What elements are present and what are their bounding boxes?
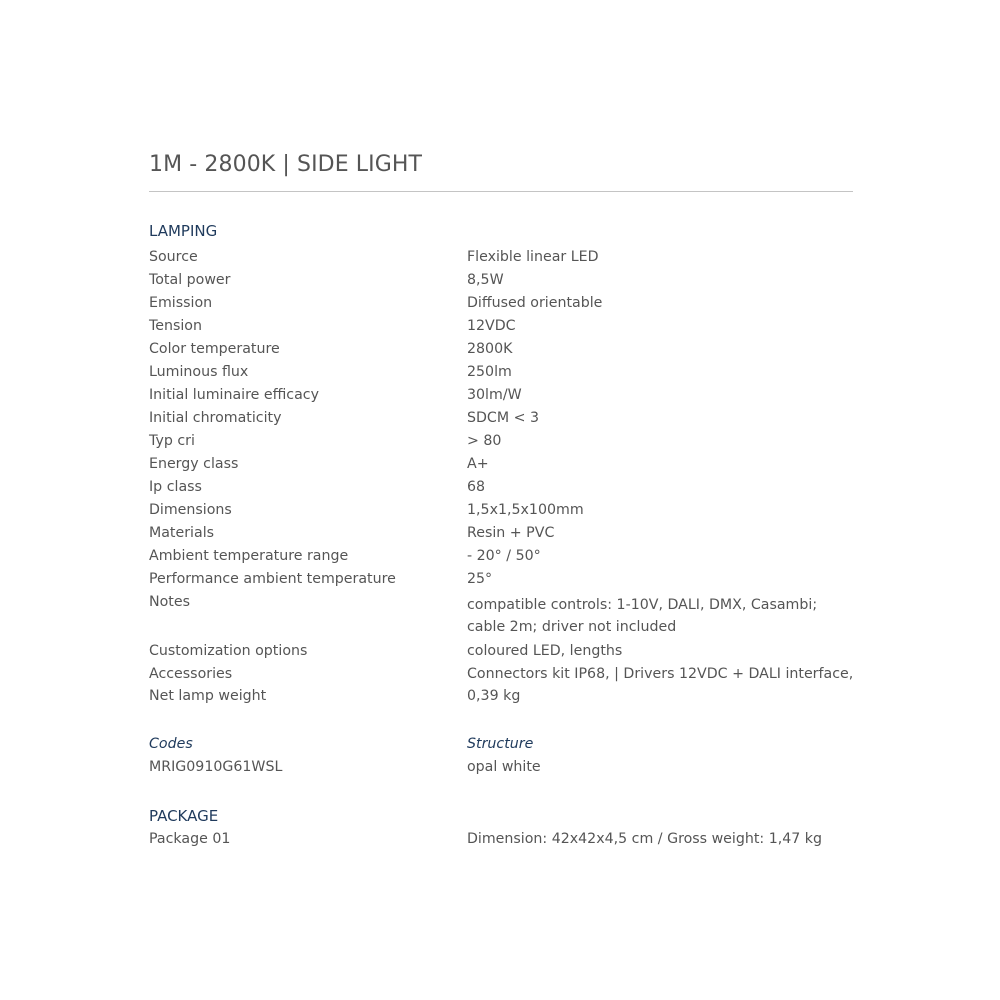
spec-value: 68	[467, 479, 486, 495]
spec-row-ambient-temperature	[149, 545, 854, 568]
spec-value: 12VDC	[467, 318, 516, 334]
spec-row-net-weight	[149, 685, 854, 708]
codes-value: MRIG0910G61WSL	[149, 759, 283, 775]
spec-row-total-power	[149, 269, 854, 292]
spec-label: Luminous flux	[149, 364, 249, 380]
spec-label: Dimensions	[149, 502, 232, 518]
spec-label: Notes	[149, 594, 190, 610]
spec-value: 250lm	[467, 364, 512, 380]
spec-value: 1,5x1,5x100mm	[467, 502, 584, 518]
spec-row-energy-class	[149, 453, 854, 476]
spec-label: Materials	[149, 525, 215, 541]
spec-label: Initial luminaire efficacy	[149, 387, 319, 403]
spec-value: A+	[467, 456, 489, 472]
package-value: Dimension: 42x42x4,5 cm / Gross weight: 1,47 kg	[467, 831, 823, 847]
spec-value: 25°	[467, 571, 493, 587]
spec-label: Accessories	[149, 666, 233, 682]
structure-heading: Structure	[467, 736, 534, 752]
lamping-spec-list	[149, 246, 854, 708]
spec-value: 2800K	[467, 341, 513, 357]
package-heading: PACKAGE	[149, 807, 219, 825]
spec-label: Customization options	[149, 643, 308, 659]
spec-label: Emission	[149, 295, 213, 311]
title-divider	[149, 191, 853, 192]
spec-value: 0,39 kg	[467, 688, 521, 704]
lamping-heading: LAMPING	[149, 222, 218, 240]
spec-value: - 20° / 50°	[467, 548, 541, 564]
spec-row-luminous-flux	[149, 361, 854, 384]
spec-value: 8,5W	[467, 272, 504, 288]
spec-row-chromaticity	[149, 407, 854, 430]
spec-row-source	[149, 246, 854, 269]
spec-row-materials	[149, 522, 854, 545]
spec-row-dimensions	[149, 499, 854, 522]
package-label: Package 01	[149, 831, 231, 847]
spec-label: Typ cri	[149, 433, 195, 449]
spec-label: Energy class	[149, 456, 239, 472]
spec-label: Color temperature	[149, 341, 280, 357]
spec-value: coloured LED, lengths	[467, 643, 623, 659]
spec-label: Tension	[149, 318, 202, 334]
spec-value: SDCM < 3	[467, 410, 540, 426]
spec-value: Diffused orientable	[467, 295, 603, 311]
spec-value: Connectors kit IP68, | Drivers 12VDC + DALI interface,	[467, 666, 854, 682]
spec-row-performance-temperature	[149, 568, 854, 591]
spec-value: > 80	[467, 433, 502, 449]
spec-row-color-temperature	[149, 338, 854, 361]
spec-label: Source	[149, 249, 198, 265]
spec-label: Performance ambient temperature	[149, 571, 396, 587]
spec-row-typ-cri	[149, 430, 854, 453]
spec-row-customization	[149, 640, 854, 663]
page-title: 1M - 2800K | SIDE LIGHT	[149, 152, 423, 177]
spec-row-tension	[149, 315, 854, 338]
structure-value: opal white	[467, 759, 541, 775]
codes-heading: Codes	[149, 736, 193, 752]
spec-label: Ambient temperature range	[149, 548, 349, 564]
spec-value: compatible controls: 1-10V, DALI, DMX, Casambi; cable 2m; driver not included	[467, 597, 818, 635]
spec-label: Ip class	[149, 479, 202, 495]
spec-label: Net lamp weight	[149, 688, 267, 704]
spec-sheet	[149, 0, 854, 1000]
spec-row-efficacy	[149, 384, 854, 407]
spec-row-ip-class	[149, 476, 854, 499]
spec-row-emission	[149, 292, 854, 315]
spec-row-accessories	[149, 663, 854, 686]
spec-value: Flexible linear LED	[467, 249, 599, 265]
spec-value: 30lm/W	[467, 387, 522, 403]
spec-label: Total power	[149, 272, 231, 288]
spec-label: Initial chromaticity	[149, 410, 282, 426]
spec-row-notes	[149, 591, 854, 640]
spec-value: Resin + PVC	[467, 525, 555, 541]
